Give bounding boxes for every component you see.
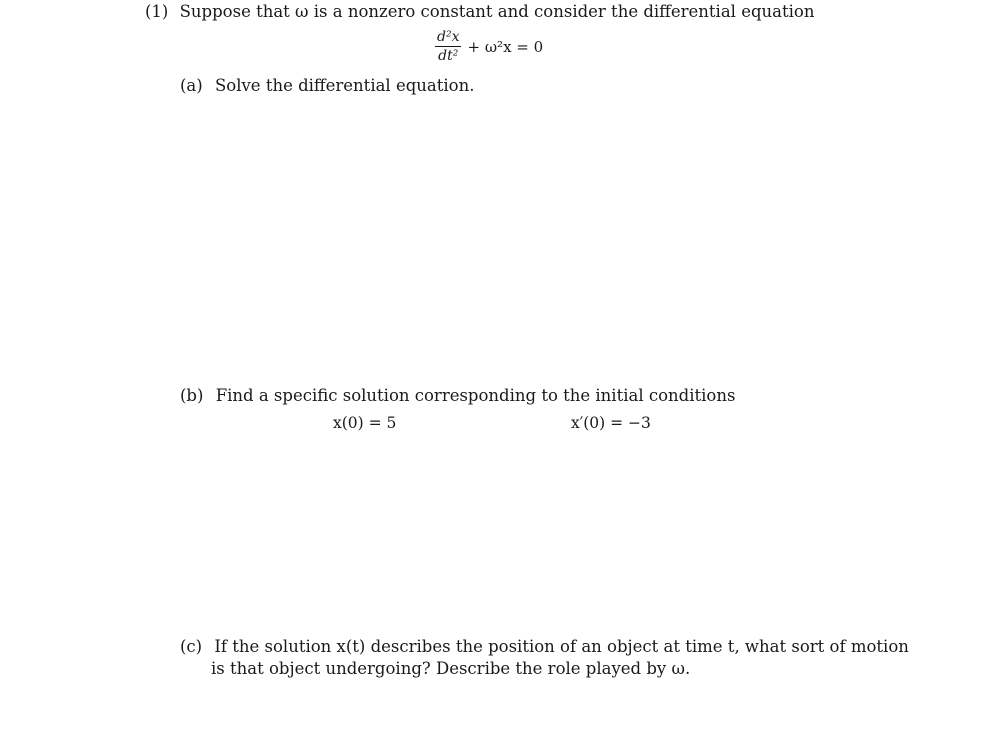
fraction-denominator: dt² bbox=[438, 48, 459, 64]
problem-statement bbox=[145, 4, 814, 21]
second-derivative-fraction bbox=[435, 30, 461, 63]
part-c bbox=[180, 639, 909, 656]
part-a-label: (a) bbox=[180, 76, 203, 95]
equation-rest: + ω²x = 0 bbox=[467, 37, 544, 56]
part-b-label: (b) bbox=[180, 386, 204, 405]
initial-condition-velocity: x′(0) = −3 bbox=[571, 414, 651, 432]
part-c-line1: If the solution x(t) describes the position of an object at time t, what sort of motion bbox=[214, 637, 909, 656]
initial-condition-position: x(0) = 5 bbox=[333, 414, 397, 432]
part-c-label: (c) bbox=[180, 637, 203, 656]
part-b bbox=[180, 388, 735, 405]
part-c-line2: is that object undergoing? Describe the role played by ω. bbox=[211, 659, 691, 678]
part-a bbox=[180, 78, 474, 95]
part-b-text: Find a specific solution corresponding to the initial conditions bbox=[215, 386, 736, 405]
differential-equation bbox=[435, 30, 543, 63]
fraction-numerator: d²x bbox=[437, 29, 460, 45]
problem-number: (1) bbox=[145, 2, 169, 21]
problem-intro: Suppose that ω is a nonzero constant and consider the differential equation bbox=[179, 2, 815, 21]
part-a-text: Solve the differential equation. bbox=[214, 76, 475, 95]
